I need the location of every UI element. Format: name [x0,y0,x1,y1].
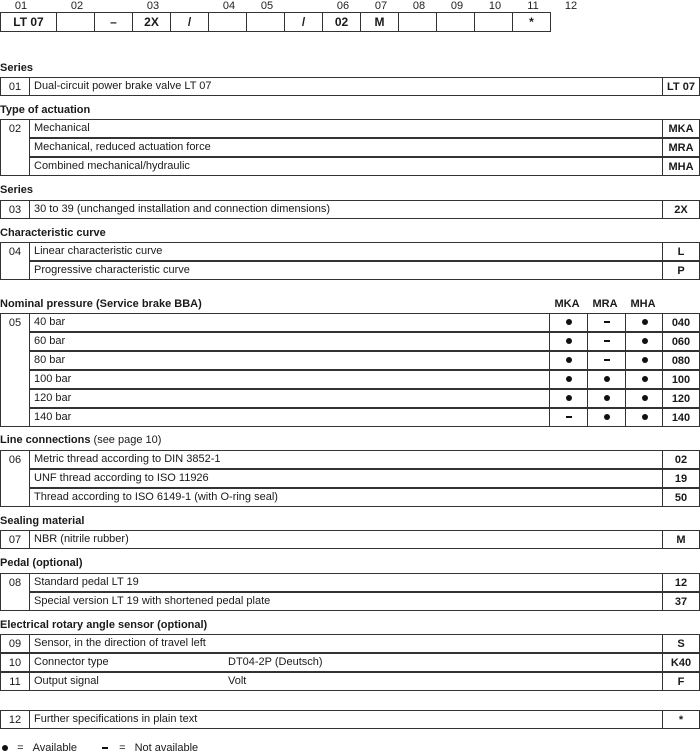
lines-title-note: (see page 10) [90,434,162,446]
option-code: 120 [662,389,700,408]
code-box: / [171,12,209,32]
option-code: F [662,672,700,691]
position-number: 05 [260,0,274,12]
section-title-actuation: Type of actuation [0,104,91,116]
code-box: 2X [133,12,171,32]
code-box [399,12,437,32]
position-number: 12 [564,0,578,12]
not-available-dash-icon [604,340,610,342]
section-title-curve: Characteristic curve [0,227,106,239]
option-detail: DT04-2P (Deutsch) [228,656,323,668]
option-code: 12 [662,573,700,592]
code-box: LT 07 [0,12,57,32]
series2-code: 2X [662,200,700,219]
option-text: 40 bar [34,316,66,328]
lines-title-text: Line connections [0,434,91,446]
section-title-series-2: Series [0,184,34,196]
available-dot-icon [604,376,610,382]
column-head-mha: MHA [630,298,656,310]
available-dot-icon [566,357,572,363]
position-number: 02 [70,0,84,12]
option-text: 80 bar [34,354,66,366]
section-title-pedal: Pedal (optional) [0,557,83,569]
available-dot-icon [642,376,648,382]
option-code: 19 [662,469,700,488]
legend-available-text: Available [32,742,78,754]
option-code: MRA [662,138,700,157]
sensor-row [29,653,700,672]
availability-cell [549,351,587,370]
code-box: M [361,12,399,32]
option-text: Special version LT 19 with shortened pedal plate [34,595,271,607]
option-text: Output signal [34,675,99,687]
sealing-text: NBR (nitrile rubber) [34,533,129,545]
option-text: Standard pedal LT 19 [34,576,139,588]
available-dot-icon [604,395,610,401]
section-title-series: Series [0,62,34,74]
availability-cell [587,332,625,351]
code-box [475,12,513,32]
column-head-mra: MRA [592,298,618,310]
pressure-row [29,313,700,332]
pressure-row [29,351,700,370]
section-number-08: 08 [0,573,29,611]
pedal-row [29,592,700,611]
option-text: Combined mechanical/hydraulic [34,160,190,172]
legend-available [2,742,77,754]
section-title-sensor: Electrical rotary angle sensor (optional) [0,619,208,631]
available-dot-icon [566,319,572,325]
curve-row [29,242,700,261]
section-number-07: 07 [0,530,29,549]
availability-cell [587,370,625,389]
not-available-dash-icon [102,747,108,749]
column-head-mka: MKA [554,298,580,310]
option-code: 02 [662,450,700,469]
option-code: MHA [662,157,700,176]
availability-cell [549,370,587,389]
option-text: Metric thread according to DIN 3852-1 [34,453,221,465]
pressure-row [29,408,700,427]
option-text: Sensor, in the direction of travel left [34,637,206,649]
position-number: 10 [488,0,502,12]
section-title-sealing: Sealing material [0,515,85,527]
section-number-01: 01 [0,77,29,96]
curve-row [29,261,700,280]
option-text: UNF thread according to ISO 11926 [34,472,209,484]
available-dot-icon [642,414,648,420]
option-text: Connector type [34,656,109,668]
option-code: P [662,261,700,280]
actuation-row [29,119,700,138]
legend-available-sign: = [17,742,24,754]
lines-row [29,469,700,488]
legend-not-available-sign: = [119,742,126,754]
series2-text: 30 to 39 (unchanged installation and connection dimensions) [34,203,330,215]
availability-cell [625,351,663,370]
option-text: 140 bar [34,411,72,423]
available-dot-icon [566,338,572,344]
section-number: 11 [0,672,29,691]
availability-cell [625,332,663,351]
option-code: 140 [662,408,700,427]
position-number: 06 [336,0,350,12]
available-dot-icon [642,338,648,344]
available-dot-icon [2,745,8,751]
series-row [29,77,700,96]
availability-cell [625,408,663,427]
position-number: 04 [222,0,236,12]
option-text: Progressive characteristic curve [34,264,190,276]
legend-not-available [102,742,198,754]
section-number: 10 [0,653,29,672]
position-number: 09 [450,0,464,12]
position-number: 11 [527,0,539,12]
sensor-row [29,672,700,691]
option-text: Linear characteristic curve [34,245,163,257]
position-number: 08 [412,0,426,12]
availability-cell [625,313,663,332]
option-text: Thread according to ISO 6149-1 (with O-ring seal) [34,491,278,503]
availability-cell [549,332,587,351]
further-code: * [662,710,700,729]
section-number-02: 02 [0,119,29,176]
option-code: S [662,634,700,653]
option-code: 060 [662,332,700,351]
code-box: 02 [323,12,361,32]
series-text: Dual-circuit power brake valve LT 07 [34,80,212,92]
not-available-dash-icon [566,416,572,418]
section-number-05: 05 [0,313,29,427]
option-code: 100 [662,370,700,389]
position-number: 07 [374,0,388,12]
code-box [437,12,475,32]
option-code: 37 [662,592,700,611]
option-code: 040 [662,313,700,332]
section-number-12: 12 [0,710,29,729]
option-code: L [662,242,700,261]
availability-cell [625,389,663,408]
availability-cell [587,351,625,370]
lines-row [29,450,700,469]
availability-cell [549,313,587,332]
available-dot-icon [642,395,648,401]
pressure-row [29,332,700,351]
available-dot-icon [566,376,572,382]
section-title-pressure: Nominal pressure (Service brake BBA) [0,298,202,310]
position-number: 01 [14,0,28,12]
further-text: Further specifications in plain text [34,713,198,725]
section-number-04: 04 [0,242,29,280]
not-available-dash-icon [604,321,610,323]
option-text: 100 bar [34,373,72,385]
availability-cell [549,389,587,408]
option-code: 080 [662,351,700,370]
pedal-row [29,573,700,592]
further-row [29,710,700,729]
series-code: LT 07 [662,77,700,96]
legend-not-available-text: Not available [134,742,199,754]
sealing-row [29,530,700,549]
option-code: K40 [662,653,700,672]
available-dot-icon [642,357,648,363]
code-box: / [285,12,323,32]
section-number-06: 06 [0,450,29,507]
lines-row [29,488,700,507]
availability-cell [549,408,587,427]
code-box: * [513,12,551,32]
code-box: – [95,12,133,32]
sensor-row [29,634,700,653]
available-dot-icon [642,319,648,325]
pressure-row [29,389,700,408]
sealing-code: M [662,530,700,549]
option-detail: Volt [228,675,247,687]
option-text: Mechanical, reduced actuation force [34,141,211,153]
code-box [247,12,285,32]
code-box [209,12,247,32]
option-text: 60 bar [34,335,66,347]
availability-cell [587,313,625,332]
section-number-03: 03 [0,200,29,219]
actuation-row [29,138,700,157]
availability-cell [587,389,625,408]
option-text: Mechanical [34,122,90,134]
actuation-row [29,157,700,176]
code-box [57,12,95,32]
availability-cell [587,408,625,427]
option-code: MKA [662,119,700,138]
position-number: 03 [146,0,160,12]
not-available-dash-icon [604,359,610,361]
available-dot-icon [566,395,572,401]
section-number: 09 [0,634,29,653]
availability-cell [625,370,663,389]
option-code: 50 [662,488,700,507]
pressure-row [29,370,700,389]
option-text: 120 bar [34,392,72,404]
section-title-lines [0,434,161,446]
series2-row [29,200,700,219]
available-dot-icon [604,414,610,420]
